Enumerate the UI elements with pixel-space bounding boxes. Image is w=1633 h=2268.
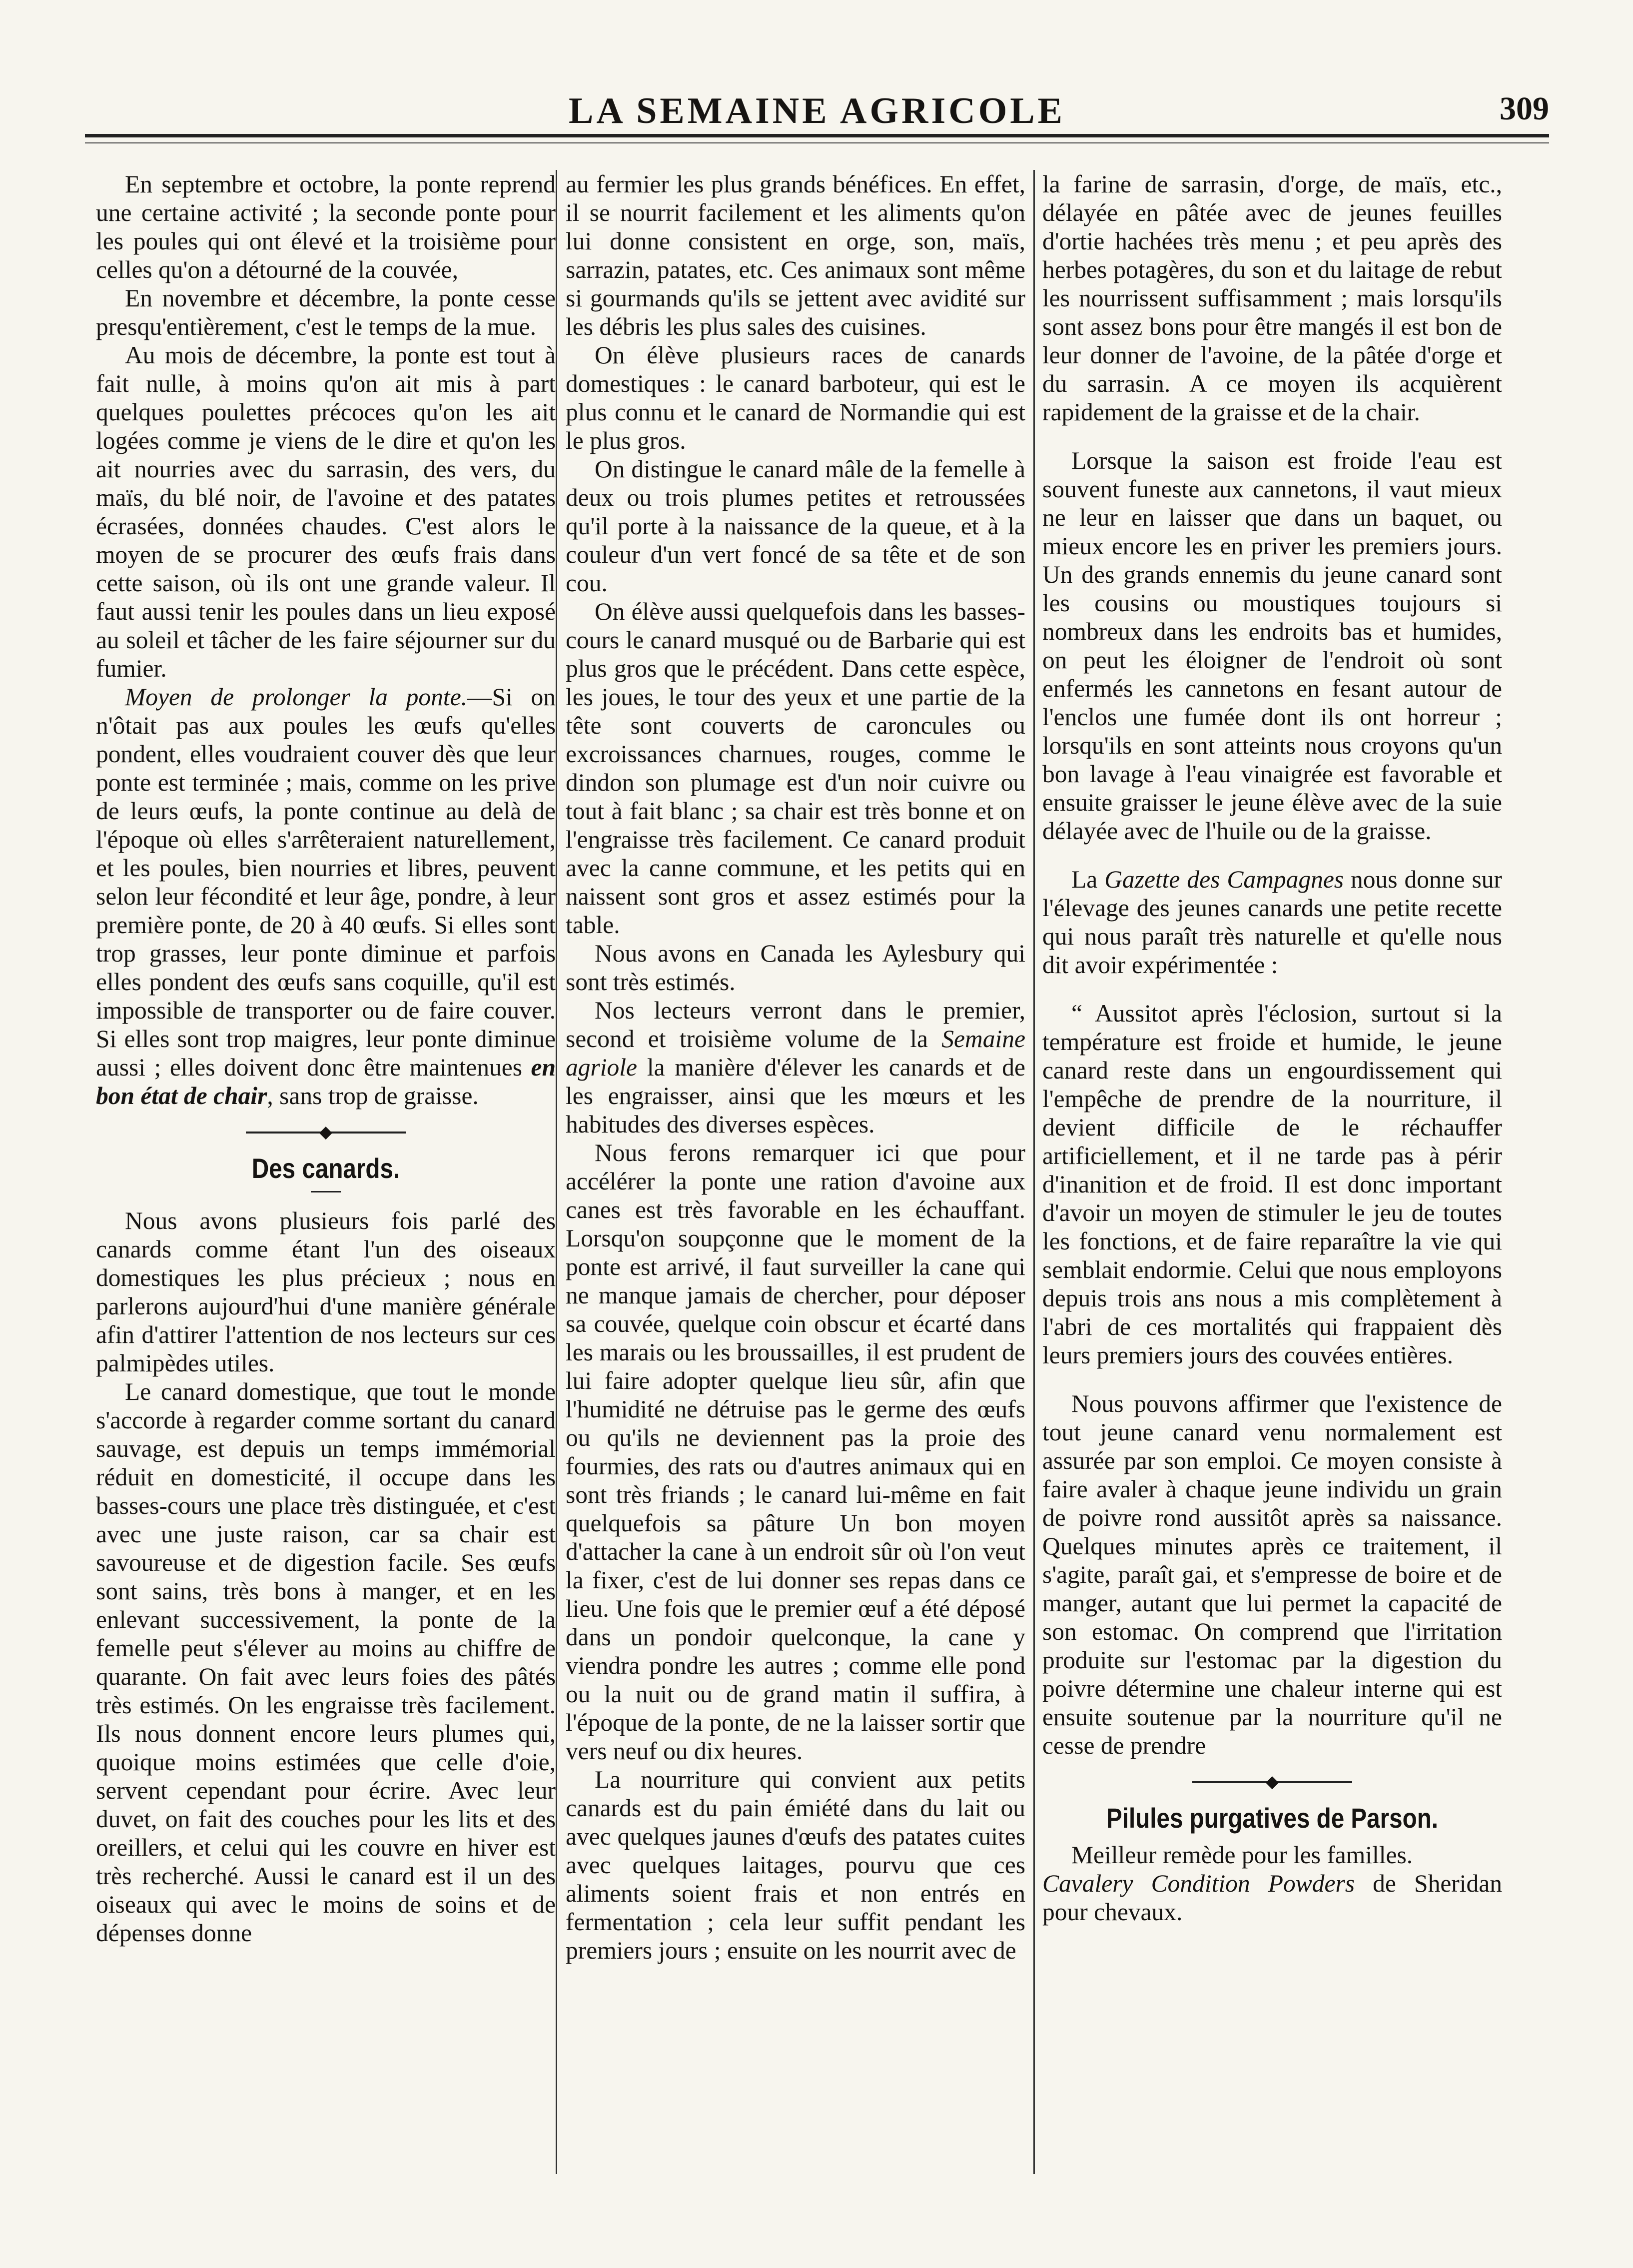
paragraph: Le canard domestique, que tout le monde s'accorde à regarder comme sortant du canard sauvage, est depuis un temps immémorial réduit en domesticité, il occupe dans les basses-cours une place très distinguée, et c'est avec une juste raison, car sa chair est savoureuse et de digestion facile. Ses œufs sont sains, très bons à manger, et en les enlevant successivement, la ponte de la femelle peut s'élever au moins au chiffre de quarante. On fait avec leurs foies des pâtés très estimés. On les engraisse très facilement. Ils nous donnent encore leurs plumes qui, quoique moins estimées que celle d'oie, servent cependant pour écrire. Avec leur duvet, on fait des couches pour les lits et des oreillers, et celui qui les couvre en hiver est très recherché. Aussi le canard est il un des oiseaux qui avec le moins de soins et de dépenses donne	[96, 1378, 556, 1947]
paragraph: “ Aussitot après l'éclosion, surtout si la température est froide et humide, le jeune canard reste dans un engourdissement qui l'empêche de prendre de la nourriture, il devient difficile de le réchauffer artificiellement, et il ne tarde pas à périr d'inanition et de froid. Il est donc important d'avoir un moyen de stimuler le jeu de toutes les fonctions, et de faire reparaître la vie qui semblait endormie. Celui que nous employons depuis trois ans nous a mis complètement à l'abri de ces mortalités qui frappaient dès leurs premiers jours des couvées entières.	[1042, 1000, 1502, 1369]
paragraph-text: , sans trop de graisse.	[267, 1082, 479, 1110]
paragraph: au fermier les plus grands bénéfices. En effet, il se nourrit facilement et les aliments qu'on lui donne consistent en orge, son, maïs, sarrazin, patates, etc. Ces animaux sont même si gourmands qu'ils se jettent avec avidité sur les débris les plus sales des cuisines.	[566, 170, 1025, 340]
heading-dash	[311, 1191, 341, 1192]
paragraph: La nourriture qui convient aux petits canards est du pain émiété dans du lait ou avec quelques jaunes d'œufs des patates cuites avec quelques laitages, pourvu que ces aliments soient frais et non entrés en fermentation ; cela leur suffit pendant les premiers jours ; ensuite on les nourrit avec de	[566, 1766, 1025, 1964]
emphasis-text: Semaine agriole	[566, 1025, 1025, 1081]
section-heading: Des canards.	[251, 1152, 400, 1184]
paragraph-text: La	[1071, 866, 1105, 893]
paragraph	[96, 683, 556, 1110]
column-1	[96, 170, 556, 1947]
paragraph	[566, 996, 1025, 1138]
page-number: 309	[1500, 90, 1549, 127]
paragraph-text: nous donne sur l'élevage des jeunes canards une petite recette qui nous paraît très naturelle et qu'elle nous dit avoir expérimentée :	[1042, 866, 1502, 979]
advert-heading: Pilules purgatives de Parson.	[1106, 1802, 1438, 1834]
paragraph: On distingue le canard mâle de la femelle à deux ou trois plumes petites et retroussées qu'il porte à la naissance de la queue, et à la couleur d'un vert foncé de sa tête et de son cou.	[566, 455, 1025, 597]
paragraph-text: —Si on n'ôtait pas aux poules les œufs qu'elles pondent, elles voudraient couver dès que leur ponte est terminée ; mais, comme on les prive de leurs œufs, la ponte continue au delà de l'époque où elles s'arrêteraient naturellement, et les poules, bien nourries et libres, peuvent selon leur fécondité et leur âge, pondre, à leur première ponte, de 20 à 40 œufs. Si elles sont trop grasses, leur ponte diminue et parfois elles pondent des œufs sans coquille, qu'il est impossible de transporter ou de faire couver. Si elles sont trop maigres, leur ponte diminue aussi ; elles doivent donc être maintenues	[96, 683, 556, 1081]
advert-line	[1042, 1869, 1502, 1926]
paragraph: Nous pouvons affirmer que l'existence de tout jeune canard venu normalement est assurée par son emploi. Ce moyen consiste à faire avaler à chaque jeune individu un grain de poivre rond aussitôt après sa naissance. Quelques minutes après ce traitement, il s'agite, paraît gai, et s'empresse de boire et de manger, autant que lui permet la capacité de son estomac. On comprend que l'irritation produite sur l'estomac par la digestion du poivre détermine une chaleur interne qui est ensuite soutenue par la nourriture qu'il ne cesse de prendre	[1042, 1390, 1502, 1759]
emphasis-text: en bon état de chair	[96, 1054, 556, 1110]
paragraph: On élève aussi quelquefois dans les basses-cours le canard musqué ou de Barbarie qui est plus gros que le précédent. Dans cette espèce, les joues, le tour des yeux et une partie de la tête sont couverts de caroncules ou excroissances charnues, rouges, comme le dindon son plumage est d'un noir cuivre ou tout à fait blanc ; sa chair est très bonne et on l'engraisse très facilement. Ce canard produit avec la canne commune, et les petits qui en naissent sont gros et assez estimés pour la table.	[566, 598, 1025, 939]
paragraph-text: la manière d'élever les canards et de les engraisser, ainsi que les mœurs et les habitudes des diverses espèces.	[566, 1054, 1025, 1138]
paragraph: On élève plusieurs races de canards domestiques : le canard barboteur, qui est le plus connu et le canard de Normandie qui est le plus gros.	[566, 341, 1025, 454]
section-ornament	[96, 1129, 556, 1136]
section-ornament	[1042, 1779, 1502, 1786]
emphasis-text: Cavalery Condition Powders	[1042, 1870, 1355, 1897]
paragraph: Nous avons en Canada les Aylesbury qui sont très estimés.	[566, 940, 1025, 996]
column-3	[1042, 170, 1502, 1926]
masthead-title: LA SEMAINE AGRICOLE	[569, 90, 1065, 131]
emphasis-text: Gazette des Campagnes	[1104, 866, 1344, 893]
paragraph-text: de Sheridan pour chevaux.	[1042, 1870, 1502, 1926]
page-header	[85, 85, 1549, 140]
paragraph	[1042, 865, 1502, 979]
paragraph: Lorsque la saison est froide l'eau est souvent funeste aux cannetons, il vaut mieux ne leur en laisser que dans un baquet, ou mieux encore les en priver les premiers jours. Un des grands ennemis du jeune canard sont les cousins ou moustiques toujours si nombreux dans les endroits bas et humides, on peut les éloigner de l'endroit où sont enfermés les cannetons en fesant autour de l'enclos une fumée dont ils ont horreur ; lorsqu'ils en sont atteints nous croyons qu'un bon lavage à l'eau vinaigrée est favorable et ensuite graisser le jeune élève avec de la suie délayée avec de l'huile ou de la graisse.	[1042, 447, 1502, 845]
paragraph-text: Nos lecteurs verront dans le premier, second et troisième volume de la	[566, 997, 1025, 1053]
column-divider	[556, 170, 557, 2174]
paragraph: En septembre et octobre, la ponte reprend une certaine activité ; la seconde ponte pour les poules qui ont élevé et la troisième pour celles qu'on a détourné de la couvée,	[96, 170, 556, 283]
column-divider	[1033, 170, 1035, 2174]
column-2	[566, 170, 1025, 1965]
paragraph: Nous ferons remarquer ici que pour accélérer la ponte une ration d'avoine aux canes est très favorable en les échauffant. Lorsqu'on soupçonne que le moment de la ponte est arrivé, il faut surveiller la cane qui ne manque jamais de chercher, pour déposer sa couvée, quelque coin obscur et écarté dans les marais ou les broussailles, il est prudent de lui faire adopter quelque lieu sûr, afin que l'humidité ne détruise pas le germe des œufs ou qu'ils ne deviennent pas la proie des fourmies, des rats ou d'autres animaux qui en sont très friands ; le canard lui-même en fait quelquefois sa pâture Un bon moyen d'attacher la cane à un endroit sûr où l'on veut la fixer, c'est de lui donner ses repas dans ce lieu. Une fois que le premier œuf a été déposé dans un pondoir quelconque, la cane y viendra pondre les autres ; comme elle pond ou la nuit ou de grand matin il suffira, à l'époque de la ponte, de ne la laisser sortir que vers neuf ou dix heures.	[566, 1139, 1025, 1765]
paragraph: Nous avons plusieurs fois parlé des canards comme étant l'un des oiseaux domestiques les plus précieux ; nous en parlerons aujourd'hui d'une manière générale afin d'attirer l'attention de nos lecteurs sur ces palmipèdes utiles.	[96, 1207, 556, 1377]
paragraph-lead-italic: Moyen de prolonger la ponte.	[125, 683, 468, 711]
paragraph: En novembre et décembre, la ponte cesse presqu'entièrement, c'est le temps de la mue.	[96, 284, 556, 340]
header-rule	[85, 134, 1549, 143]
advert-line: Meilleur remède pour les familles.	[1071, 1841, 1413, 1869]
paragraph: Au mois de décembre, la ponte est tout à fait nulle, à moins qu'on ait mis à part quelques poulettes précoces qu'on les ait logées comme je viens de le dire et qu'on les ait nourries avec du sarrasin, des vers, du maïs, du blé noir, de l'avoine et des patates écrasées, données chaudes. C'est alors le moyen de se procurer des œufs frais dans cette saison, où ils ont une grande valeur. Il faut aussi tenir les poules dans un lieu exposé au soleil et tâcher de les faire séjourner sur du fumier.	[96, 341, 556, 682]
paragraph: la farine de sarrasin, d'orge, de maïs, etc., délayée en pâtée avec de jeunes feuilles d'ortie hachées très menu ; et peu après des herbes potagères, du son et du laitage de rebut les nourrissent suffisamment ; mais lorsqu'ils sont assez bons pour être mangés il est bon de leur donner de l'avoine, de la pâtée d'orge et du sarrasin. A ce moyen ils acquièrent rapidement de la graisse et de la chair.	[1042, 170, 1502, 426]
